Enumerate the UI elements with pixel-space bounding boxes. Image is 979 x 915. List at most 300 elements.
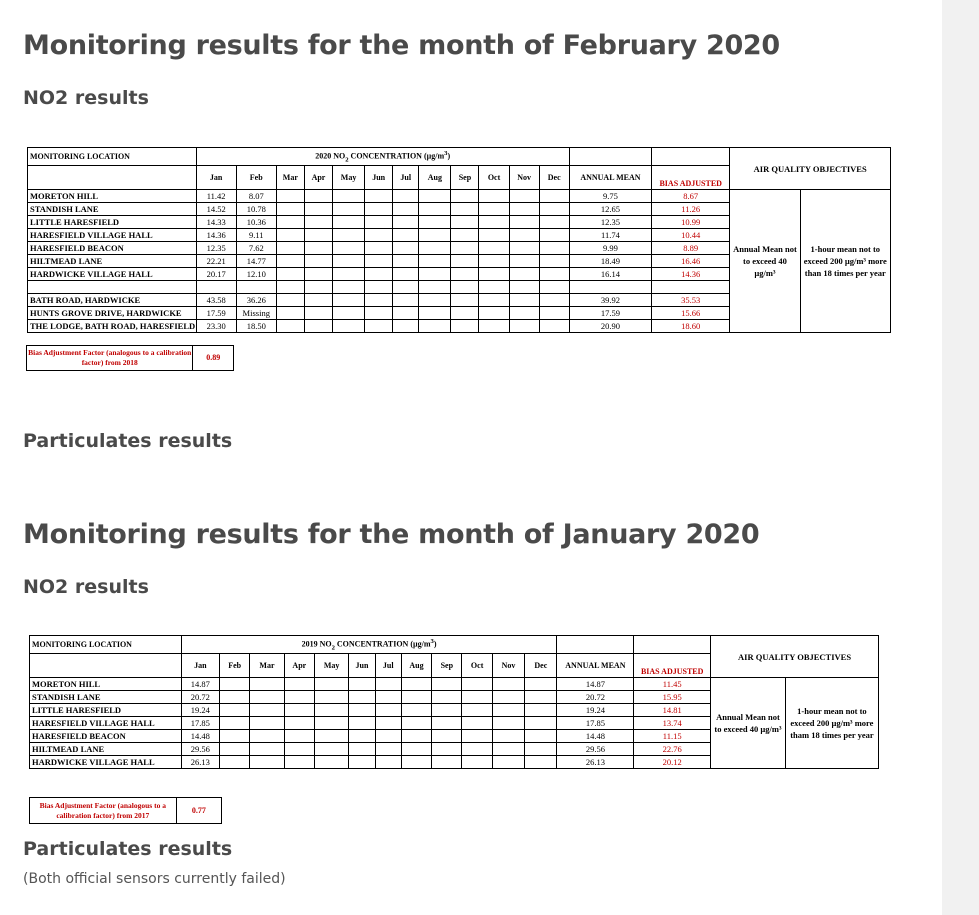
concentration-label: 2019 NO bbox=[301, 639, 332, 649]
month-value bbox=[304, 190, 332, 203]
month-value bbox=[419, 320, 451, 333]
feb-value bbox=[219, 730, 249, 743]
blank-cell bbox=[365, 281, 393, 294]
annual-mean-value: 16.14 bbox=[569, 268, 651, 281]
month-value bbox=[284, 691, 314, 704]
bias-adjusted-value: 11.15 bbox=[634, 730, 711, 743]
month-value bbox=[451, 203, 479, 216]
feb-bias-factor bbox=[26, 345, 234, 371]
month-value bbox=[304, 255, 332, 268]
month-value bbox=[375, 678, 401, 691]
month-value bbox=[539, 294, 569, 307]
bias-adjusted-value: 14.36 bbox=[652, 268, 730, 281]
month-value bbox=[365, 255, 393, 268]
bias-adjusted-header: BIAS ADJUSTED bbox=[652, 166, 730, 190]
month-value bbox=[365, 216, 393, 229]
bias-adjusted-value: 15.95 bbox=[634, 691, 711, 704]
month-value bbox=[365, 320, 393, 333]
month-value bbox=[333, 255, 365, 268]
feb-value bbox=[219, 743, 249, 756]
jan-bias-factor-label: Bias Adjustment Factor (analogous to a calibration factor) from 2017 bbox=[30, 798, 177, 824]
aqo-hourly: 1-hour mean not to exceed 200 µg/m³ more than 18 times per year bbox=[800, 190, 890, 333]
month-value bbox=[539, 268, 569, 281]
month-header: Jan bbox=[181, 654, 219, 678]
month-value bbox=[432, 717, 462, 730]
concentration-unit: CONCENTRATION (µg/m bbox=[334, 639, 431, 649]
month-value bbox=[276, 294, 304, 307]
month-value bbox=[393, 255, 419, 268]
month-value bbox=[451, 294, 479, 307]
feb-value: 7.62 bbox=[236, 242, 276, 255]
annual-mean-value: 12.35 bbox=[569, 216, 651, 229]
jan-bias-factor-value: 0.77 bbox=[176, 798, 221, 824]
location-name: HARDWICKE VILLAGE HALL bbox=[30, 756, 182, 769]
month-value bbox=[432, 743, 462, 756]
month-value bbox=[333, 229, 365, 242]
month-value bbox=[365, 294, 393, 307]
month-value bbox=[451, 307, 479, 320]
jan-value: 20.72 bbox=[181, 691, 219, 704]
month-value bbox=[284, 717, 314, 730]
month-value bbox=[419, 216, 451, 229]
month-header: Jun bbox=[349, 654, 375, 678]
month-value bbox=[393, 268, 419, 281]
feb-value bbox=[219, 691, 249, 704]
month-value bbox=[539, 229, 569, 242]
blank-cell bbox=[557, 636, 634, 654]
month-value bbox=[304, 268, 332, 281]
blank-cell bbox=[419, 281, 451, 294]
aqo-header: AIR QUALITY OBJECTIVES bbox=[711, 636, 879, 678]
month-value bbox=[284, 730, 314, 743]
month-header: Dec bbox=[539, 166, 569, 190]
month-value bbox=[509, 268, 539, 281]
annual-mean-header: ANNUAL MEAN bbox=[557, 654, 634, 678]
month-value bbox=[276, 242, 304, 255]
month-value bbox=[432, 704, 462, 717]
feb-value: 36.26 bbox=[236, 294, 276, 307]
jan-value: 43.58 bbox=[196, 294, 236, 307]
jan-value: 14.52 bbox=[196, 203, 236, 216]
feb-value: Missing bbox=[236, 307, 276, 320]
month-value bbox=[451, 229, 479, 242]
aqo-header: AIR QUALITY OBJECTIVES bbox=[730, 148, 891, 190]
location-name: HILTMEAD LANE bbox=[28, 255, 197, 268]
month-header: Oct bbox=[479, 166, 509, 190]
month-value bbox=[432, 730, 462, 743]
month-value bbox=[314, 743, 348, 756]
blank-cell bbox=[539, 281, 569, 294]
blank-cell bbox=[652, 148, 730, 166]
feb-value: 8.07 bbox=[236, 190, 276, 203]
blank-cell bbox=[569, 148, 651, 166]
blank-cell bbox=[28, 281, 197, 294]
month-value bbox=[451, 320, 479, 333]
month-value bbox=[284, 678, 314, 691]
month-value bbox=[401, 756, 431, 769]
month-value bbox=[250, 756, 284, 769]
month-value bbox=[393, 203, 419, 216]
month-value bbox=[509, 216, 539, 229]
month-value bbox=[304, 320, 332, 333]
location-name: HILTMEAD LANE bbox=[30, 743, 182, 756]
month-value bbox=[276, 229, 304, 242]
month-value bbox=[432, 691, 462, 704]
month-value bbox=[462, 730, 492, 743]
location-name: HARESFIELD BEACON bbox=[28, 242, 197, 255]
month-value bbox=[393, 216, 419, 229]
feb-value: 9.11 bbox=[236, 229, 276, 242]
month-value bbox=[451, 216, 479, 229]
bias-adjusted-value: 18.60 bbox=[652, 320, 730, 333]
month-value bbox=[284, 704, 314, 717]
location-name: THE LODGE, BATH ROAD, HARESFIELD bbox=[28, 320, 197, 333]
month-value bbox=[509, 229, 539, 242]
blank-cell bbox=[196, 281, 236, 294]
concentration-unit: CONCENTRATION (µg/m bbox=[348, 151, 445, 161]
month-value bbox=[333, 203, 365, 216]
month-value bbox=[432, 756, 462, 769]
blank-cell bbox=[509, 281, 539, 294]
jan-bias-factor bbox=[29, 797, 222, 824]
month-value bbox=[250, 730, 284, 743]
month-value bbox=[375, 756, 401, 769]
month-value bbox=[314, 678, 348, 691]
month-value bbox=[419, 307, 451, 320]
month-value bbox=[525, 717, 557, 730]
blank-cell bbox=[276, 281, 304, 294]
month-value bbox=[276, 190, 304, 203]
jan-value: 14.48 bbox=[181, 730, 219, 743]
month-value bbox=[365, 307, 393, 320]
month-value bbox=[333, 294, 365, 307]
month-value bbox=[250, 678, 284, 691]
month-value bbox=[304, 216, 332, 229]
month-value bbox=[525, 704, 557, 717]
blank-cell bbox=[304, 281, 332, 294]
month-value bbox=[365, 190, 393, 203]
location-name: HARDWICKE VILLAGE HALL bbox=[28, 268, 197, 281]
feb-value bbox=[219, 678, 249, 691]
month-header: Oct bbox=[462, 654, 492, 678]
month-value bbox=[462, 743, 492, 756]
month-value bbox=[250, 743, 284, 756]
month-value bbox=[250, 704, 284, 717]
month-value bbox=[462, 717, 492, 730]
annual-mean-header: ANNUAL MEAN bbox=[569, 166, 651, 190]
month-value bbox=[401, 730, 431, 743]
jan-value: 19.24 bbox=[181, 704, 219, 717]
jan-page-title: Monitoring results for the month of January 2020 bbox=[23, 519, 760, 550]
month-value bbox=[314, 704, 348, 717]
location-name: HUNTS GROVE DRIVE, HARDWICKE bbox=[28, 307, 197, 320]
month-value bbox=[276, 268, 304, 281]
month-value bbox=[509, 255, 539, 268]
month-value bbox=[432, 678, 462, 691]
month-value bbox=[365, 229, 393, 242]
jan-value: 14.33 bbox=[196, 216, 236, 229]
month-value bbox=[375, 730, 401, 743]
month-header: Dec bbox=[525, 654, 557, 678]
location-name: HARESFIELD VILLAGE HALL bbox=[30, 717, 182, 730]
month-value bbox=[333, 268, 365, 281]
annual-mean-value: 26.13 bbox=[557, 756, 634, 769]
jan-table-body bbox=[30, 636, 879, 769]
month-value bbox=[314, 756, 348, 769]
blank-cell bbox=[333, 281, 365, 294]
annual-mean-value: 9.99 bbox=[569, 242, 651, 255]
concentration-end: ) bbox=[447, 151, 451, 161]
concentration-sup: 3 bbox=[444, 150, 448, 157]
location-name: HARESFIELD BEACON bbox=[30, 730, 182, 743]
month-value bbox=[304, 242, 332, 255]
month-value bbox=[525, 756, 557, 769]
bias-adjusted-value: 35.53 bbox=[652, 294, 730, 307]
month-value bbox=[393, 190, 419, 203]
concentration-sup: 3 bbox=[430, 638, 434, 645]
month-value bbox=[375, 704, 401, 717]
month-value bbox=[401, 691, 431, 704]
month-header: Sep bbox=[432, 654, 462, 678]
bias-adjusted-value: 11.26 bbox=[652, 203, 730, 216]
month-value bbox=[284, 743, 314, 756]
month-value bbox=[462, 756, 492, 769]
month-value bbox=[539, 255, 569, 268]
month-value bbox=[509, 190, 539, 203]
month-value bbox=[451, 242, 479, 255]
month-value bbox=[419, 229, 451, 242]
jan-value: 29.56 bbox=[181, 743, 219, 756]
jan-value: 11.42 bbox=[196, 190, 236, 203]
month-value bbox=[314, 691, 348, 704]
jan-value: 26.13 bbox=[181, 756, 219, 769]
bias-adjusted-header: BIAS ADJUSTED bbox=[634, 654, 711, 678]
annual-mean-value: 14.48 bbox=[557, 730, 634, 743]
jan-particulates-heading: Particulates results bbox=[23, 838, 233, 860]
concentration-header bbox=[181, 636, 557, 654]
location-name: MORETON HILL bbox=[28, 190, 197, 203]
bias-adjusted-value: 10.44 bbox=[652, 229, 730, 242]
month-value bbox=[451, 190, 479, 203]
month-header: Aug bbox=[401, 654, 431, 678]
month-header: Feb bbox=[219, 654, 249, 678]
blank-cell bbox=[30, 654, 182, 678]
month-value bbox=[375, 691, 401, 704]
month-value bbox=[365, 242, 393, 255]
month-value bbox=[479, 216, 509, 229]
month-value bbox=[349, 704, 375, 717]
month-value bbox=[333, 320, 365, 333]
month-value bbox=[304, 229, 332, 242]
feb-value bbox=[219, 756, 249, 769]
jan-value: 17.59 bbox=[196, 307, 236, 320]
month-header: Sep bbox=[451, 166, 479, 190]
aqo-annual: Annual Mean not to exceed 40 µg/m³ bbox=[711, 678, 786, 769]
blank-cell bbox=[479, 281, 509, 294]
feb-table-body bbox=[28, 148, 891, 333]
annual-mean-value: 20.90 bbox=[569, 320, 651, 333]
feb-value: 18.50 bbox=[236, 320, 276, 333]
month-value bbox=[393, 320, 419, 333]
month-header: Apr bbox=[284, 654, 314, 678]
bias-adjusted-value: 16.46 bbox=[652, 255, 730, 268]
feb-particulates-heading: Particulates results bbox=[23, 430, 233, 452]
month-header: Jan bbox=[196, 166, 236, 190]
month-header: Jul bbox=[393, 166, 419, 190]
month-value bbox=[492, 743, 524, 756]
bias-adjusted-value: 14.81 bbox=[634, 704, 711, 717]
month-value bbox=[304, 307, 332, 320]
month-value bbox=[509, 320, 539, 333]
month-value bbox=[314, 730, 348, 743]
month-value bbox=[479, 203, 509, 216]
month-value bbox=[525, 678, 557, 691]
month-value bbox=[509, 242, 539, 255]
location-name: BATH ROAD, HARDWICKE bbox=[28, 294, 197, 307]
month-header: Mar bbox=[276, 166, 304, 190]
month-value bbox=[479, 307, 509, 320]
blank-cell bbox=[634, 636, 711, 654]
month-value bbox=[250, 691, 284, 704]
month-value bbox=[419, 255, 451, 268]
feb-no2-heading: NO2 results bbox=[23, 87, 149, 109]
blank-cell bbox=[569, 281, 651, 294]
month-value bbox=[375, 743, 401, 756]
concentration-sub: 2 bbox=[345, 156, 349, 164]
concentration-end: ) bbox=[433, 639, 437, 649]
month-value bbox=[462, 678, 492, 691]
month-value bbox=[393, 229, 419, 242]
bias-adjusted-value: 20.12 bbox=[634, 756, 711, 769]
blank-cell bbox=[451, 281, 479, 294]
jan-no2-heading: NO2 results bbox=[23, 576, 149, 598]
location-name: MORETON HILL bbox=[30, 678, 182, 691]
annual-mean-value: 9.75 bbox=[569, 190, 651, 203]
aqo-hourly: 1-hour mean not to exceed 200 µg/m³ more tham 18 times per year bbox=[785, 678, 878, 769]
jan-value: 17.85 bbox=[181, 717, 219, 730]
month-value bbox=[451, 255, 479, 268]
location-name: STANDISH LANE bbox=[28, 203, 197, 216]
month-value bbox=[349, 678, 375, 691]
month-header: Apr bbox=[304, 166, 332, 190]
month-value bbox=[276, 216, 304, 229]
feb-page-title: Monitoring results for the month of February 2020 bbox=[23, 30, 780, 61]
month-value bbox=[276, 320, 304, 333]
month-value bbox=[462, 691, 492, 704]
location-name: HARESFIELD VILLAGE HALL bbox=[28, 229, 197, 242]
feb-no2-table bbox=[27, 147, 891, 333]
month-value bbox=[419, 294, 451, 307]
month-value bbox=[393, 294, 419, 307]
annual-mean-value: 29.56 bbox=[557, 743, 634, 756]
month-value bbox=[419, 242, 451, 255]
jan-no2-table bbox=[29, 635, 879, 769]
month-value bbox=[276, 255, 304, 268]
month-value bbox=[492, 704, 524, 717]
month-value bbox=[419, 190, 451, 203]
month-value bbox=[375, 717, 401, 730]
month-value bbox=[365, 203, 393, 216]
bias-adjusted-value: 15.66 bbox=[652, 307, 730, 320]
month-value bbox=[539, 242, 569, 255]
month-value bbox=[539, 320, 569, 333]
month-value bbox=[509, 203, 539, 216]
blank-cell bbox=[236, 281, 276, 294]
month-value bbox=[479, 255, 509, 268]
month-value bbox=[525, 730, 557, 743]
table-row bbox=[30, 678, 879, 691]
month-value bbox=[419, 203, 451, 216]
feb-value bbox=[219, 717, 249, 730]
feb-bias-factor-value: 0.89 bbox=[193, 346, 234, 371]
month-value bbox=[492, 730, 524, 743]
month-value bbox=[479, 320, 509, 333]
month-value bbox=[509, 294, 539, 307]
month-value bbox=[479, 190, 509, 203]
feb-value bbox=[219, 704, 249, 717]
jan-value: 12.35 bbox=[196, 242, 236, 255]
month-value bbox=[492, 678, 524, 691]
feb-value: 12.10 bbox=[236, 268, 276, 281]
annual-mean-value: 20.72 bbox=[557, 691, 634, 704]
month-value bbox=[250, 717, 284, 730]
jan-value: 14.36 bbox=[196, 229, 236, 242]
month-value bbox=[462, 704, 492, 717]
month-value bbox=[401, 743, 431, 756]
month-value bbox=[525, 691, 557, 704]
month-value bbox=[401, 678, 431, 691]
month-value bbox=[349, 743, 375, 756]
location-name: STANDISH LANE bbox=[30, 691, 182, 704]
annual-mean-value: 39.92 bbox=[569, 294, 651, 307]
month-value bbox=[479, 229, 509, 242]
annual-mean-value: 18.49 bbox=[569, 255, 651, 268]
month-value bbox=[304, 294, 332, 307]
month-value bbox=[276, 203, 304, 216]
scrollbar-rail[interactable] bbox=[942, 0, 979, 915]
month-value bbox=[333, 307, 365, 320]
bias-adjusted-value: 8.67 bbox=[652, 190, 730, 203]
month-value bbox=[419, 268, 451, 281]
concentration-sub: 2 bbox=[331, 644, 335, 652]
annual-mean-value: 12.65 bbox=[569, 203, 651, 216]
bias-adjusted-value: 22.76 bbox=[634, 743, 711, 756]
location-name: LITTLE HARESFIELD bbox=[30, 704, 182, 717]
aqo-annual: Annual Mean not to exceed 40 µg/m³ bbox=[730, 190, 800, 333]
month-value bbox=[492, 717, 524, 730]
bias-adjusted-value: 11.45 bbox=[634, 678, 711, 691]
month-header: May bbox=[314, 654, 348, 678]
month-header: Nov bbox=[509, 166, 539, 190]
location-name: LITTLE HARESFIELD bbox=[28, 216, 197, 229]
month-value bbox=[539, 216, 569, 229]
location-header: MONITORING LOCATION bbox=[28, 148, 197, 166]
feb-value: 14.77 bbox=[236, 255, 276, 268]
month-value bbox=[479, 268, 509, 281]
blank-cell bbox=[393, 281, 419, 294]
annual-mean-value: 19.24 bbox=[557, 704, 634, 717]
bias-adjusted-value: 13.74 bbox=[634, 717, 711, 730]
month-value bbox=[333, 242, 365, 255]
month-value bbox=[479, 242, 509, 255]
month-value bbox=[314, 717, 348, 730]
month-value bbox=[492, 691, 524, 704]
bias-adjusted-value: 8.89 bbox=[652, 242, 730, 255]
jan-value: 22.21 bbox=[196, 255, 236, 268]
jan-value: 14.87 bbox=[181, 678, 219, 691]
month-value bbox=[333, 190, 365, 203]
concentration-label: 2020 NO bbox=[315, 151, 346, 161]
